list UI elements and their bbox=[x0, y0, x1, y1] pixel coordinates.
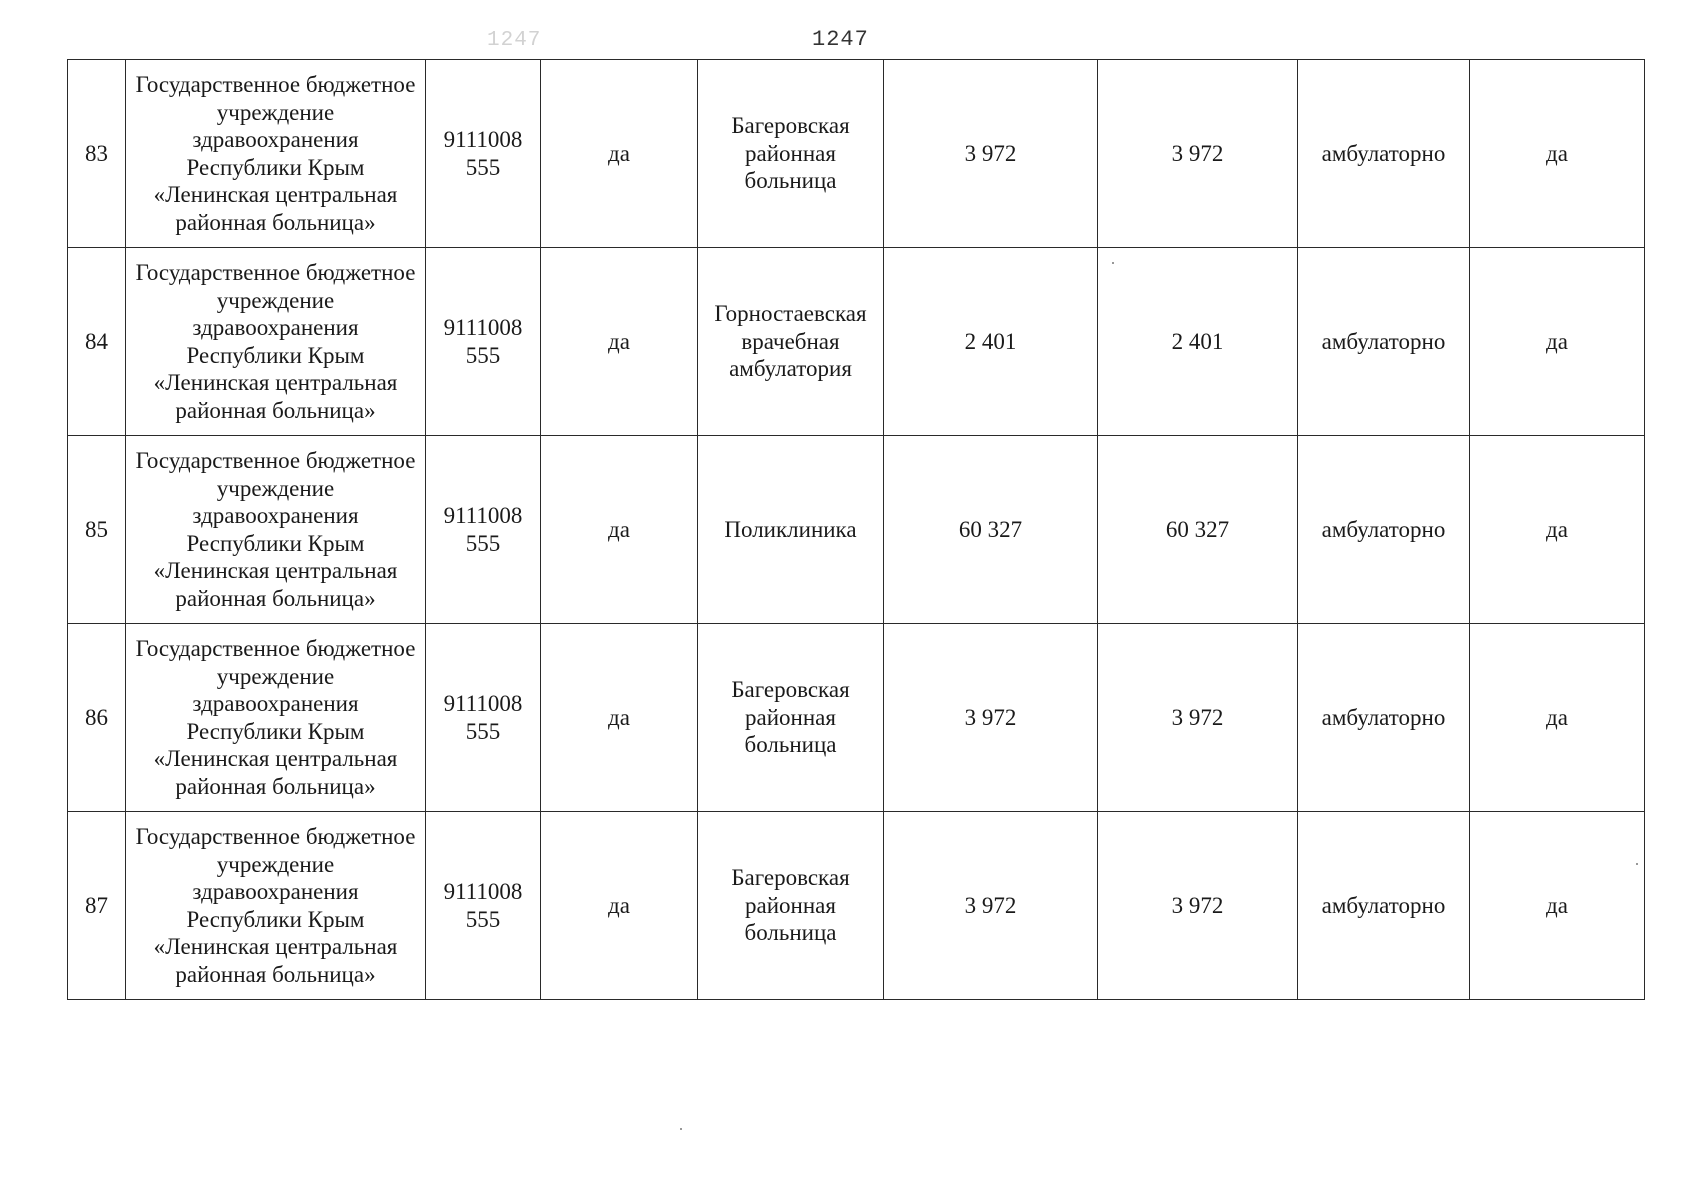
value1: 3 972 bbox=[964, 140, 1017, 166]
organization-code: 9111008 555 bbox=[443, 879, 523, 932]
value2-cell bbox=[1098, 248, 1298, 436]
flag-value: да bbox=[608, 892, 630, 918]
value1: 60 327 bbox=[958, 516, 1023, 542]
organization-cell bbox=[126, 60, 426, 248]
code-cell bbox=[426, 812, 541, 1000]
unit-name: Багеровская районная больница bbox=[731, 113, 850, 194]
organization-code: 9111008 555 bbox=[443, 315, 523, 368]
value2-cell bbox=[1098, 624, 1298, 812]
value2-cell bbox=[1098, 60, 1298, 248]
unit-cell bbox=[698, 248, 884, 436]
value2: 2 401 bbox=[1171, 328, 1224, 354]
flag-cell bbox=[541, 436, 698, 624]
value1: 2 401 bbox=[964, 328, 1017, 354]
row-number-cell bbox=[68, 248, 126, 436]
code-cell bbox=[426, 436, 541, 624]
organization-code: 9111008 555 bbox=[443, 691, 523, 744]
value2: 60 327 bbox=[1165, 516, 1230, 542]
table-row bbox=[68, 248, 1645, 436]
code-cell bbox=[426, 624, 541, 812]
unit-name: Поликлиника bbox=[724, 516, 857, 542]
row-number-cell bbox=[68, 624, 126, 812]
page-number: 1247 bbox=[812, 27, 869, 52]
row-number: 87 bbox=[85, 892, 108, 918]
value2-cell bbox=[1098, 436, 1298, 624]
care-type-cell bbox=[1298, 812, 1470, 1000]
value2: 3 972 bbox=[1171, 140, 1224, 166]
organization-name: Государственное бюджетное учреждение здравоохранения Республики Крым «Ленинская центральная районная больница» bbox=[135, 72, 416, 235]
row-number: 83 bbox=[85, 140, 108, 166]
organization-name: Государственное бюджетное учреждение здравоохранения Республики Крым «Ленинская центральная районная больница» bbox=[135, 448, 416, 611]
scan-speck bbox=[1636, 863, 1638, 865]
value1: 3 972 bbox=[964, 704, 1017, 730]
flag2-cell bbox=[1470, 624, 1645, 812]
flag-value: да bbox=[608, 704, 630, 730]
flag2-cell bbox=[1470, 60, 1645, 248]
value1-cell bbox=[884, 60, 1098, 248]
unit-cell bbox=[698, 60, 884, 248]
organization-name: Государственное бюджетное учреждение здравоохранения Республики Крым «Ленинская центральная районная больница» bbox=[135, 260, 416, 423]
flag-value: да bbox=[608, 516, 630, 542]
organization-name: Государственное бюджетное учреждение здравоохранения Республики Крым «Ленинская центральная районная больница» bbox=[135, 636, 416, 799]
care-type-cell bbox=[1298, 60, 1470, 248]
row-number: 84 bbox=[85, 328, 108, 354]
unit-name: Горностаевская врачебная амбулатория bbox=[714, 301, 867, 382]
organization-code: 9111008 555 bbox=[443, 127, 523, 180]
value1-cell bbox=[884, 436, 1098, 624]
flag-cell bbox=[541, 248, 698, 436]
care-type: амбулаторно bbox=[1321, 704, 1446, 730]
flag-value: да bbox=[608, 328, 630, 354]
row-number: 86 bbox=[85, 704, 108, 730]
unit-cell bbox=[698, 624, 884, 812]
flag2-value: да bbox=[1546, 140, 1568, 166]
flag2-value: да bbox=[1546, 892, 1568, 918]
faint-page-number: 1247 bbox=[487, 29, 542, 52]
flag2-value: да bbox=[1546, 704, 1568, 730]
flag2-value: да bbox=[1546, 516, 1568, 542]
organization-cell bbox=[126, 436, 426, 624]
unit-cell bbox=[698, 812, 884, 1000]
value2: 3 972 bbox=[1171, 704, 1224, 730]
row-number-cell bbox=[68, 60, 126, 248]
care-type: амбулаторно bbox=[1321, 328, 1446, 354]
care-type: амбулаторно bbox=[1321, 140, 1446, 166]
care-type-cell bbox=[1298, 624, 1470, 812]
unit-cell bbox=[698, 436, 884, 624]
value2-cell bbox=[1098, 812, 1298, 1000]
flag-cell bbox=[541, 812, 698, 1000]
flag-cell bbox=[541, 624, 698, 812]
organization-cell bbox=[126, 248, 426, 436]
row-number-cell bbox=[68, 812, 126, 1000]
value1-cell bbox=[884, 812, 1098, 1000]
flag-value: да bbox=[608, 140, 630, 166]
table-row bbox=[68, 624, 1645, 812]
value1-cell bbox=[884, 248, 1098, 436]
organization-cell bbox=[126, 624, 426, 812]
row-number-cell bbox=[68, 436, 126, 624]
flag2-cell bbox=[1470, 248, 1645, 436]
value1-cell bbox=[884, 624, 1098, 812]
care-type-cell bbox=[1298, 248, 1470, 436]
flag-cell bbox=[541, 60, 698, 248]
care-type: амбулаторно bbox=[1321, 892, 1446, 918]
scan-speck bbox=[680, 1128, 682, 1130]
care-type-cell bbox=[1298, 436, 1470, 624]
flag2-cell bbox=[1470, 812, 1645, 1000]
scan-speck bbox=[1112, 262, 1114, 264]
organization-code: 9111008 555 bbox=[443, 503, 523, 556]
table-row bbox=[68, 436, 1645, 624]
flag2-value: да bbox=[1546, 328, 1568, 354]
code-cell bbox=[426, 60, 541, 248]
row-number: 85 bbox=[85, 516, 108, 542]
code-cell bbox=[426, 248, 541, 436]
care-type: амбулаторно bbox=[1321, 516, 1446, 542]
table-row bbox=[68, 60, 1645, 248]
unit-name: Багеровская районная больница bbox=[731, 677, 850, 758]
value1: 3 972 bbox=[964, 892, 1017, 918]
organization-name: Государственное бюджетное учреждение здравоохранения Республики Крым «Ленинская центральная районная больница» bbox=[135, 824, 416, 987]
registry-table bbox=[67, 59, 1645, 1000]
table-row bbox=[68, 812, 1645, 1000]
value2: 3 972 bbox=[1171, 892, 1224, 918]
flag2-cell bbox=[1470, 436, 1645, 624]
organization-cell bbox=[126, 812, 426, 1000]
unit-name: Багеровская районная больница bbox=[731, 865, 850, 946]
